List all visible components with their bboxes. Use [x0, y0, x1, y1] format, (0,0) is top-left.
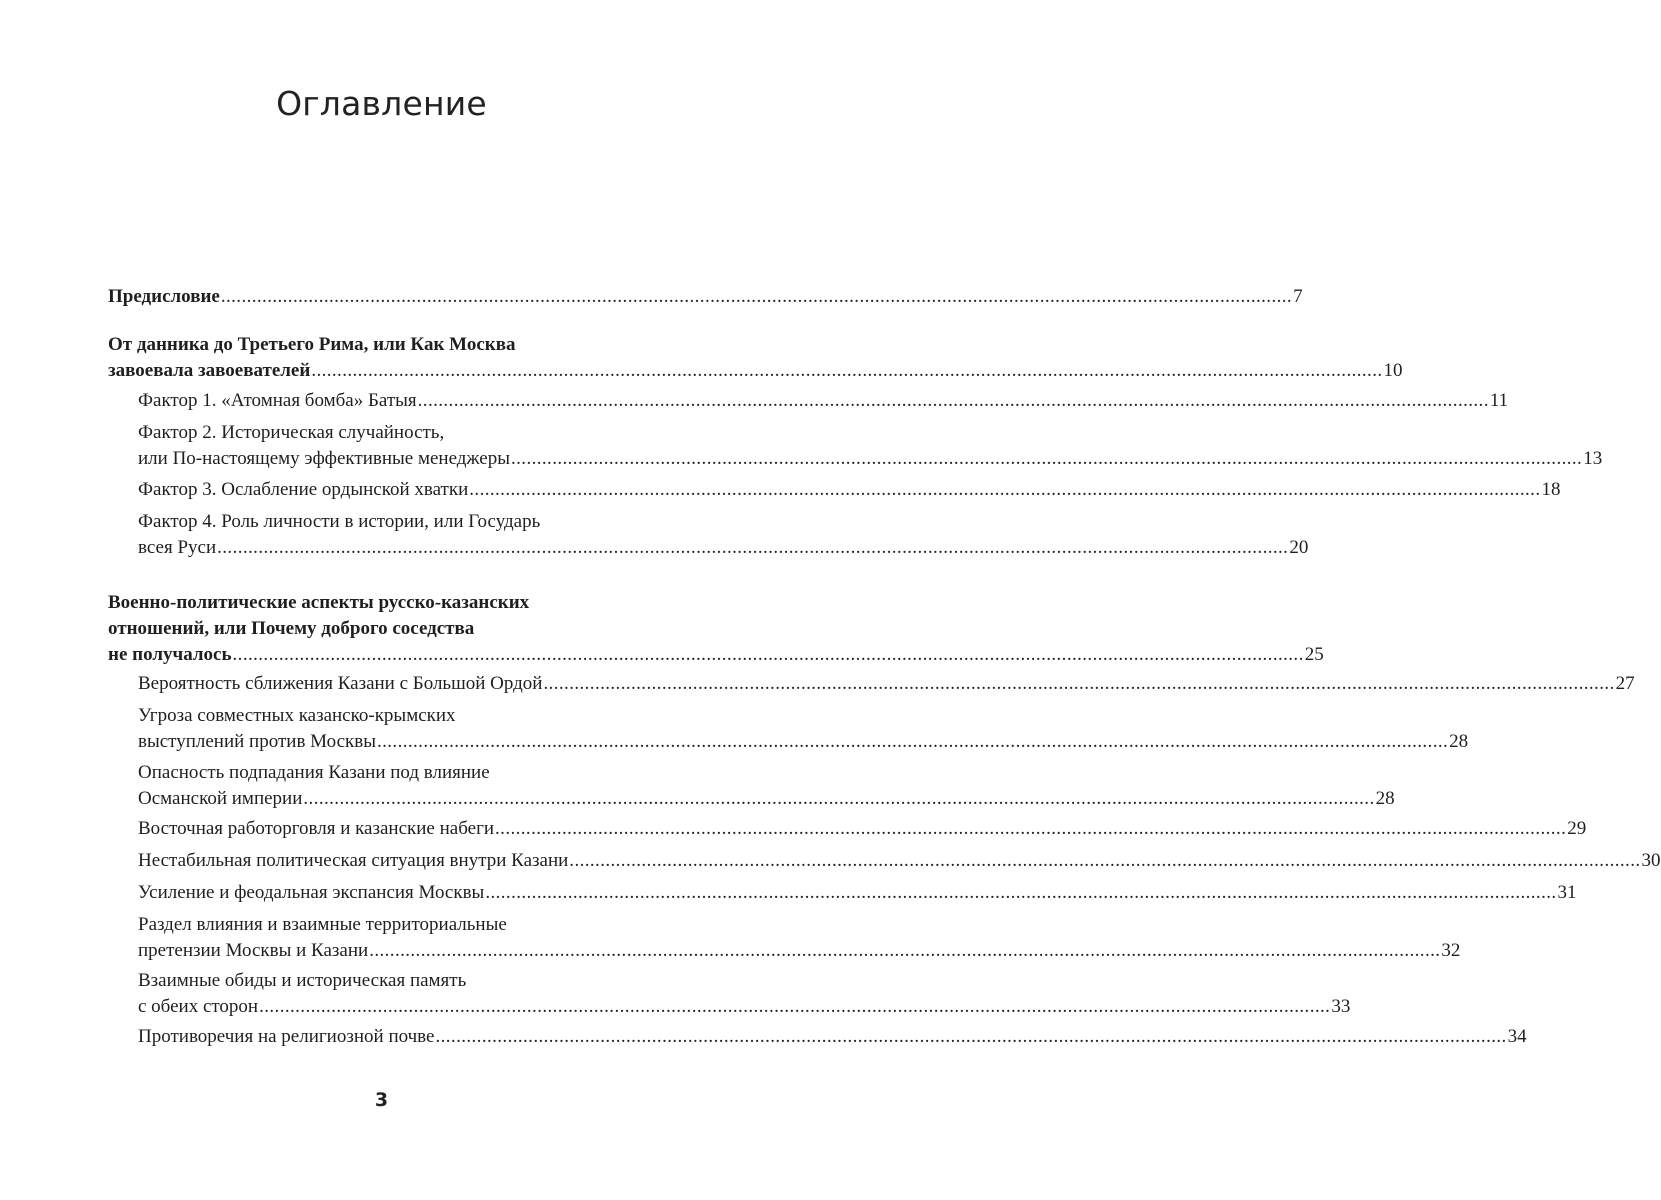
dot-leader	[233, 644, 1304, 665]
toc-entry-title: всея Руси	[138, 537, 217, 558]
toc-page-number: 30	[1641, 850, 1661, 871]
toc-section[interactable]	[138, 848, 1661, 874]
toc-section[interactable]	[138, 968, 1351, 1020]
toc-section[interactable]	[138, 671, 1635, 697]
toc-entry-line: Фактор 4. Роль личности в истории, или Государь	[138, 511, 541, 532]
toc-entry-title: Вероятность сближения Казани с Большой Ордой	[138, 673, 543, 694]
page-title: Оглавление	[276, 84, 487, 123]
toc-entry-line: Фактор 2. Историческая случайность,	[138, 422, 445, 443]
dot-leader	[495, 818, 1566, 839]
toc-chapter[interactable]	[108, 284, 1303, 310]
toc-section[interactable]	[138, 1024, 1527, 1050]
toc-entry-title: выступлений против Москвы	[138, 731, 376, 752]
toc-entry-title: или По-настоящему эффективные менеджеры	[138, 448, 510, 469]
toc-entry-line: Раздел влияния и взаимные территориальные	[138, 914, 507, 935]
toc-page-number: 11	[1489, 390, 1509, 411]
toc-entry-line: От данника до Третьего Рима, или Как Москва	[108, 334, 516, 355]
toc-entry-line: Взаимные обиды и историческая память	[138, 970, 467, 991]
toc-entry-title: Усиление и феодальная экспансия Москвы	[138, 882, 485, 903]
toc-page-number: 7	[1293, 286, 1303, 307]
toc-section[interactable]	[138, 388, 1509, 414]
toc-chapter[interactable]	[108, 590, 1324, 668]
toc-page-number: 25	[1304, 644, 1324, 665]
toc-entry-title: Османской империи	[138, 788, 303, 809]
toc-chapter[interactable]	[108, 332, 1403, 384]
toc-entry-title: с обеих сторон	[138, 996, 259, 1017]
dot-leader	[569, 850, 1640, 871]
dot-leader	[485, 882, 1556, 903]
dot-leader	[303, 788, 1374, 809]
toc-page-number: 29	[1567, 818, 1587, 839]
dot-leader	[369, 940, 1440, 961]
toc-section[interactable]	[138, 477, 1561, 503]
toc-entry-title: Противоречия на религиозной почве	[138, 1026, 435, 1047]
toc-page-number: 28	[1449, 731, 1469, 752]
toc-page-number: 20	[1289, 537, 1309, 558]
dot-leader	[418, 390, 1489, 411]
toc-section[interactable]	[138, 880, 1577, 906]
toc-entry-title: Фактор 1. «Атомная бомба» Батыя	[138, 390, 417, 411]
toc-page-number: 13	[1583, 448, 1603, 469]
dot-leader	[511, 448, 1582, 469]
dot-leader	[217, 537, 1288, 558]
toc-entry-title: Нестабильная политическая ситуация внутри Казани	[138, 850, 569, 871]
toc-page-number: 18	[1541, 479, 1561, 500]
toc-section[interactable]	[138, 509, 1309, 561]
page-number: 3	[374, 1089, 389, 1111]
toc-section[interactable]	[138, 703, 1469, 755]
toc-entry-title: Фактор 3. Ослабление ордынской хватки	[138, 479, 469, 500]
toc-entry-title: завоевала завоевателей	[108, 360, 311, 381]
toc-entry-line: Угроза совместных казанско-крымских	[138, 705, 456, 726]
toc-entry-line: отношений, или Почему доброго соседства	[108, 618, 475, 639]
toc-entry-line: Военно-политические аспекты русско-казанских	[108, 592, 530, 613]
dot-leader	[259, 996, 1330, 1017]
toc-page-number: 31	[1557, 882, 1577, 903]
dot-leader	[543, 673, 1614, 694]
toc-entry-title: Восточная работорговля и казанские набеги	[138, 818, 495, 839]
toc-page-number: 32	[1441, 940, 1461, 961]
toc-page-number: 33	[1331, 996, 1351, 1017]
toc-page-number: 27	[1615, 673, 1635, 694]
toc-page-number: 10	[1383, 360, 1403, 381]
toc-section[interactable]	[138, 760, 1395, 812]
toc-entry-title: Предисловие	[108, 286, 220, 307]
dot-leader	[221, 286, 1292, 307]
toc-entry-line: Опасность подпадания Казани под влияние	[138, 762, 490, 783]
dot-leader	[377, 731, 1448, 752]
toc-section[interactable]	[138, 420, 1603, 472]
toc-page-number: 28	[1375, 788, 1395, 809]
toc-entry-title: не получалось	[108, 644, 232, 665]
dot-leader	[435, 1026, 1506, 1047]
dot-leader	[469, 479, 1540, 500]
toc-section[interactable]	[138, 816, 1587, 842]
toc-page-number: 34	[1507, 1026, 1527, 1047]
toc-section[interactable]	[138, 912, 1461, 964]
toc-entry-title: претензии Москвы и Казани	[138, 940, 369, 961]
dot-leader	[311, 360, 1382, 381]
